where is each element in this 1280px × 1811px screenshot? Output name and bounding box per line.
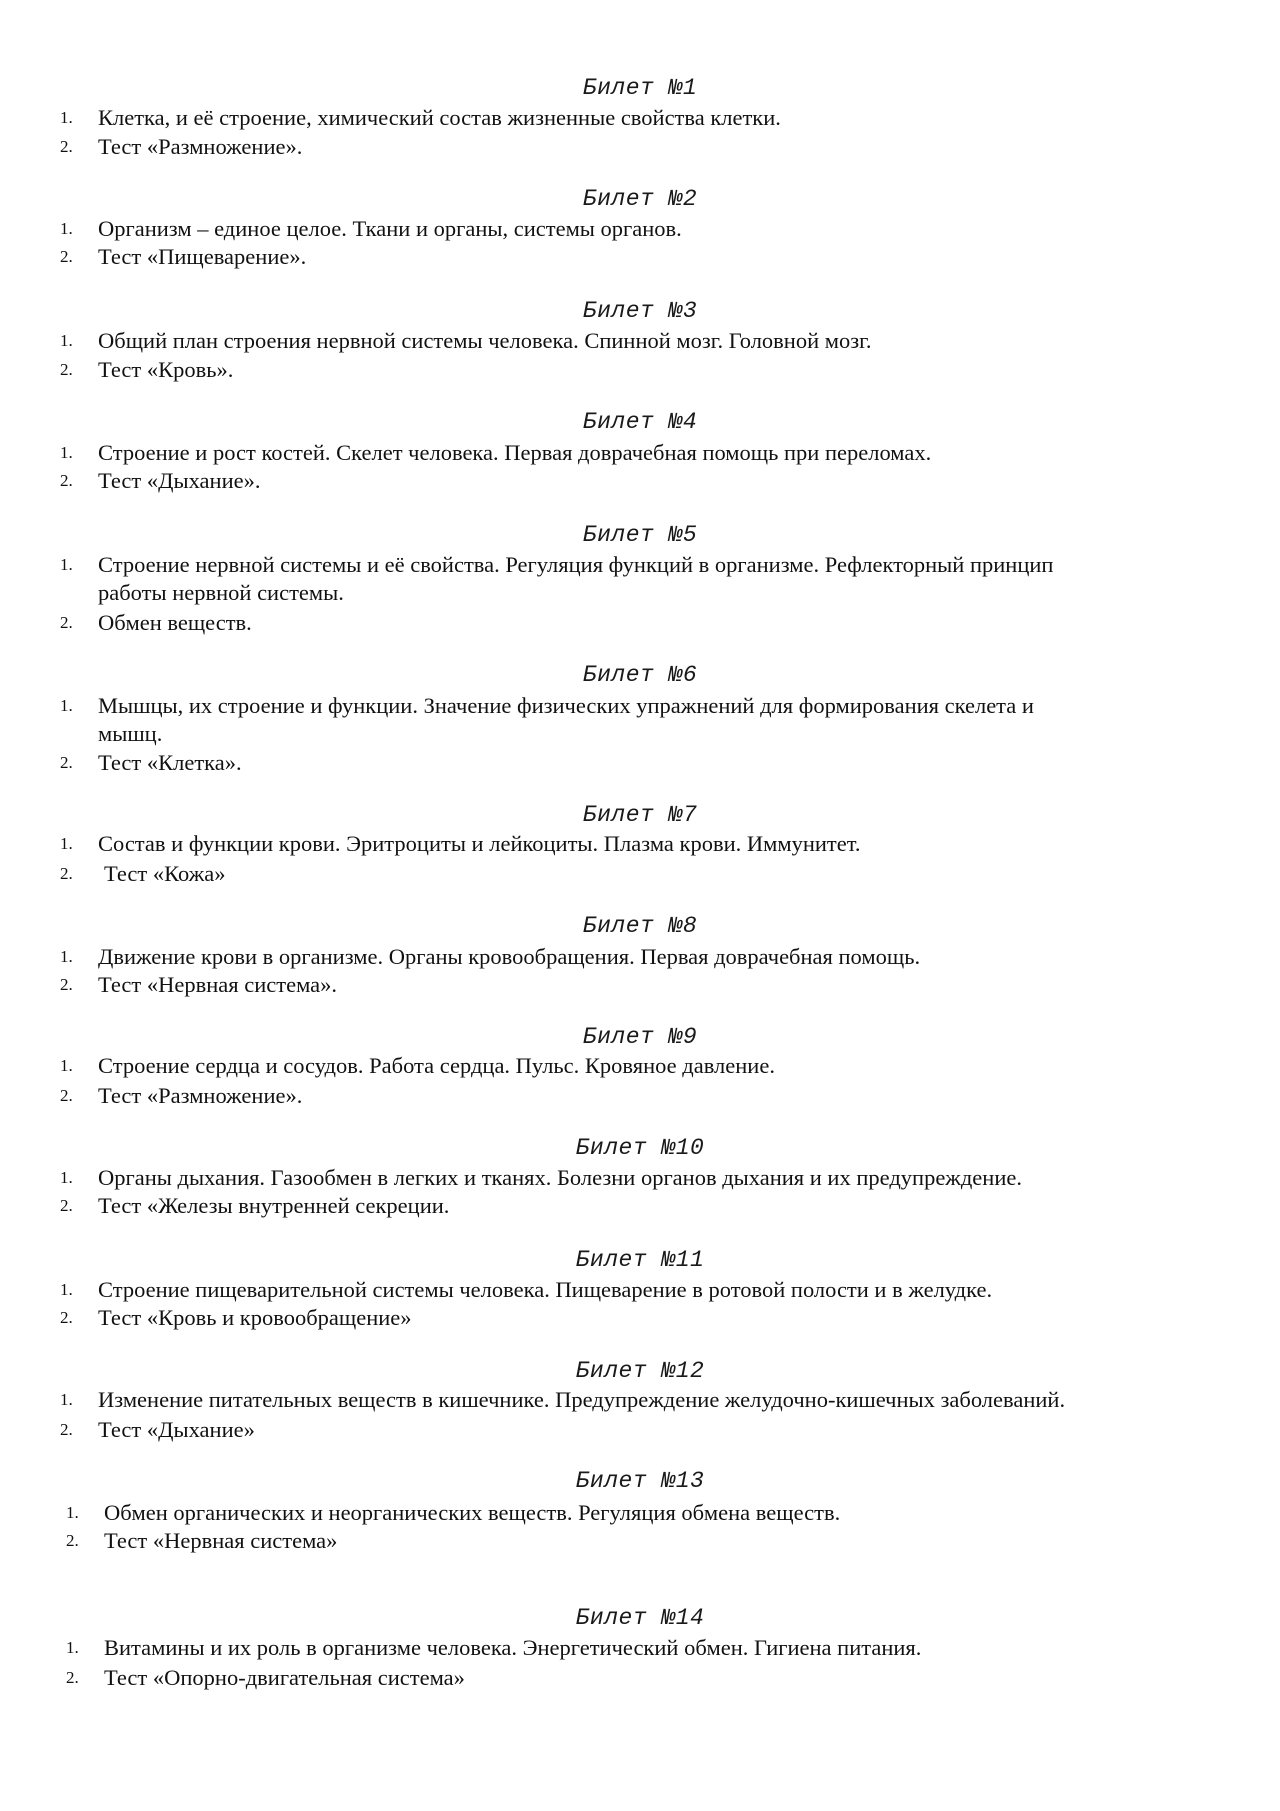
item-number: 1. bbox=[60, 947, 73, 966]
item-text: Тест «Железы внутренней секреции. bbox=[98, 1193, 450, 1218]
item-text: Обмен веществ. bbox=[98, 610, 252, 635]
item-number: 2. bbox=[60, 753, 73, 772]
item-number: 1. bbox=[60, 1168, 73, 1187]
item-text-continuation: работы нервной системы. bbox=[98, 580, 344, 605]
ticket-title: Билет №12 bbox=[575, 1358, 705, 1384]
item-text: Строение и рост костей. Скелет человека. Первая доврачебная помощь при переломах. bbox=[98, 440, 932, 465]
item-text: Тест «Дыхание». bbox=[98, 468, 261, 493]
ticket-title: Билет №11 bbox=[575, 1247, 705, 1273]
item-number: 1. bbox=[60, 108, 73, 127]
item-text: Мышцы, их строение и функции. Значение физических упражнений для формирования скелета и bbox=[98, 693, 1034, 718]
item-text: Тест «Кожа» bbox=[104, 861, 226, 886]
item-text: Органы дыхания. Газообмен в легких и тканях. Болезни органов дыхания и их предупреждение. bbox=[98, 1165, 1022, 1190]
item-number: 1. bbox=[66, 1638, 79, 1657]
item-number: 1. bbox=[60, 555, 73, 574]
item-number: 1. bbox=[60, 331, 73, 350]
item-text: Тест «Размножение». bbox=[98, 1083, 303, 1108]
ticket-title: Билет №13 bbox=[575, 1468, 705, 1494]
ticket-title: Билет №8 bbox=[582, 913, 698, 939]
item-number: 2. bbox=[60, 975, 73, 994]
item-text: Тест «Размножение». bbox=[98, 134, 303, 159]
ticket-title: Билет №4 bbox=[582, 409, 698, 435]
item-number: 1. bbox=[60, 1056, 73, 1075]
item-number: 2. bbox=[60, 1086, 73, 1105]
ticket-title: Билет №3 bbox=[582, 298, 698, 324]
item-text: Тест «Кровь и кровообращение» bbox=[98, 1305, 412, 1330]
item-text: Тест «Пищеварение». bbox=[98, 244, 307, 269]
item-number: 1. bbox=[60, 219, 73, 238]
item-number: 2. bbox=[60, 613, 73, 632]
item-text: Тест «Опорно-двигательная система» bbox=[104, 1665, 465, 1690]
item-number: 2. bbox=[60, 1308, 73, 1327]
item-text: Клетка, и её строение, химический состав жизненные свойства клетки. bbox=[98, 105, 781, 130]
ticket-title: Билет №6 bbox=[582, 662, 698, 688]
item-text-continuation: мышц. bbox=[98, 721, 163, 746]
ticket-title: Билет №10 bbox=[575, 1135, 705, 1161]
item-number: 2. bbox=[60, 471, 73, 490]
item-number: 2. bbox=[60, 137, 73, 156]
item-number: 2. bbox=[60, 360, 73, 379]
item-number: 1. bbox=[66, 1503, 79, 1522]
item-text: Изменение питательных веществ в кишечнике. Предупреждение желудочно-кишечных заболеваний. bbox=[98, 1387, 1066, 1412]
item-text: Тест «Кровь». bbox=[98, 357, 234, 382]
ticket-title: Билет №7 bbox=[582, 802, 698, 828]
item-text: Состав и функции крови. Эритроциты и лейкоциты. Плазма крови. Иммунитет. bbox=[98, 831, 861, 856]
ticket-title: Билет №1 bbox=[582, 75, 698, 101]
item-number: 1. bbox=[60, 443, 73, 462]
item-text: Тест «Нервная система» bbox=[104, 1528, 338, 1553]
item-number: 2. bbox=[60, 1196, 73, 1215]
item-text: Общий план строения нервной системы человека. Спинной мозг. Головной мозг. bbox=[98, 328, 872, 353]
item-text: Тест «Дыхание» bbox=[98, 1417, 255, 1442]
item-number: 2. bbox=[60, 1420, 73, 1439]
ticket-title: Билет №14 bbox=[575, 1605, 705, 1631]
item-number: 1. bbox=[60, 1390, 73, 1409]
item-text: Тест «Нервная система». bbox=[98, 972, 338, 997]
item-text: Строение сердца и сосудов. Работа сердца. Пульс. Кровяное давление. bbox=[98, 1053, 775, 1078]
item-number: 2. bbox=[60, 864, 73, 883]
item-number: 2. bbox=[66, 1668, 79, 1687]
item-number: 1. bbox=[60, 834, 73, 853]
item-text: Строение пищеварительной системы человека. Пищеварение в ротовой полости и в желудке. bbox=[98, 1277, 993, 1302]
item-text: Витамины и их роль в организме человека. Энергетический обмен. Гигиена питания. bbox=[104, 1635, 922, 1660]
item-number: 1. bbox=[60, 1280, 73, 1299]
item-text: Обмен органических и неорганических веществ. Регуляция обмена веществ. bbox=[104, 1500, 841, 1525]
item-number: 2. bbox=[66, 1531, 79, 1550]
ticket-title: Билет №5 bbox=[582, 522, 698, 548]
item-text: Движение крови в организме. Органы кровообращения. Первая доврачебная помощь. bbox=[98, 944, 921, 969]
item-text: Тест «Клетка». bbox=[98, 750, 242, 775]
item-number: 2. bbox=[60, 247, 73, 266]
item-text: Организм – единое целое. Ткани и органы, системы органов. bbox=[98, 216, 682, 241]
ticket-title: Билет №2 bbox=[582, 186, 698, 212]
ticket-title: Билет №9 bbox=[582, 1024, 698, 1050]
item-number: 1. bbox=[60, 696, 73, 715]
item-text: Строение нервной системы и её свойства. Регуляция функций в организме. Рефлекторный принцип bbox=[98, 552, 1054, 577]
